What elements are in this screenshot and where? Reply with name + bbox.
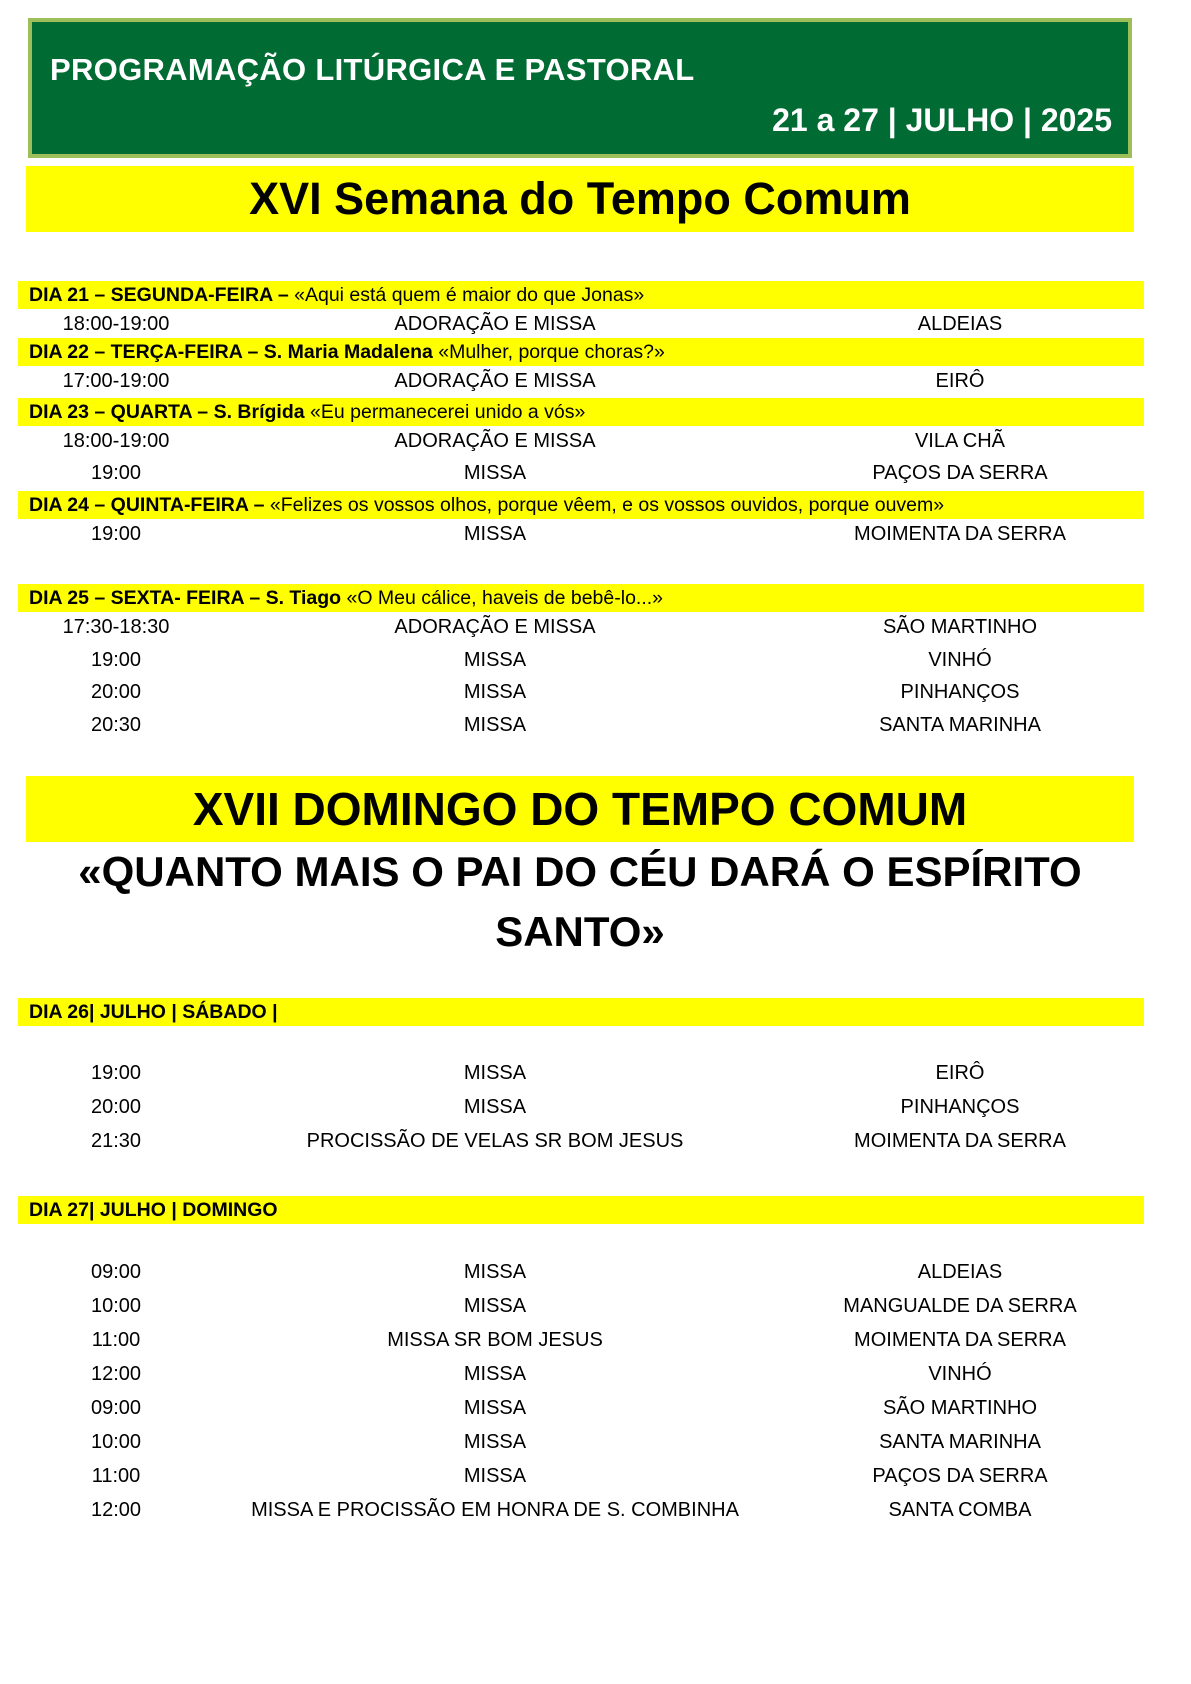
event-row [0, 677, 1191, 707]
event-activity: MISSA [463, 1363, 527, 1385]
event-activity: MISSA [463, 1397, 527, 1419]
event-row [0, 710, 1191, 740]
header-banner [28, 18, 1132, 158]
day-header-bold: DIA 25 – SEXTA- FEIRA – S. Tiago [29, 587, 342, 609]
day-header-26 [18, 998, 1144, 1026]
event-location: SÃO MARTINHO [882, 616, 1038, 638]
event-row [0, 1257, 1191, 1287]
event-time: 20:30 [90, 714, 142, 736]
event-location: EIRÔ [935, 1062, 985, 1084]
event-location: MOIMENTA DA SERRA [854, 1130, 1066, 1152]
event-row [0, 1092, 1191, 1122]
event-activity: PROCISSÃO DE VELAS SR BOM JESUS [306, 1130, 684, 1152]
event-time: 21:30 [90, 1130, 142, 1152]
event-row [0, 1359, 1191, 1389]
event-location: PINHANÇOS [900, 681, 1020, 703]
day-header-23 [18, 398, 1144, 426]
event-activity: MISSA [463, 714, 527, 736]
day-header-bold: DIA 22 – TERÇA-FEIRA – S. Maria Madalena [29, 341, 433, 363]
event-location: MANGUALDE DA SERRA [843, 1295, 1077, 1317]
event-time: 19:00 [90, 523, 142, 545]
event-activity: MISSA E PROCISSÃO EM HONRA DE S. COMBINHA [251, 1499, 739, 1521]
event-activity: MISSA SR BOM JESUS [387, 1329, 603, 1351]
event-activity: ADORAÇÃO E MISSA [394, 313, 596, 335]
event-location: VINHÓ [928, 649, 992, 671]
event-row [0, 1393, 1191, 1423]
event-row [0, 645, 1191, 675]
day-header-bold: DIA 24 – QUINTA-FEIRA – [29, 494, 265, 516]
day-header-quote: «Mulher, porque choras?» [432, 341, 665, 363]
event-activity: MISSA [463, 1261, 527, 1283]
event-location: SANTA COMBA [888, 1499, 1032, 1521]
event-activity: MISSA [463, 523, 527, 545]
event-row [0, 1325, 1191, 1355]
day-header-22 [18, 338, 1144, 366]
event-location: PAÇOS DA SERRA [872, 1465, 1048, 1487]
event-time: 17:00-19:00 [62, 370, 170, 392]
event-time: 19:00 [90, 1062, 142, 1084]
event-location: VILA CHÃ [914, 430, 1006, 452]
event-time: 10:00 [90, 1431, 142, 1453]
event-activity: MISSA [463, 649, 527, 671]
event-location: ALDEIAS [917, 1261, 1003, 1283]
event-activity: MISSA [463, 1295, 527, 1317]
event-time: 09:00 [90, 1261, 142, 1283]
event-time: 10:00 [90, 1295, 142, 1317]
event-time: 20:00 [90, 681, 142, 703]
event-location: PINHANÇOS [900, 1096, 1020, 1118]
day-header-24 [18, 491, 1144, 519]
event-time: 19:00 [90, 649, 142, 671]
event-location: SANTA MARINHA [879, 714, 1041, 736]
day-header-bold: DIA 23 – QUARTA – S. Brígida [29, 401, 305, 423]
event-location: SÃO MARTINHO [882, 1397, 1038, 1419]
header-dates: 21 a 27 | JULHO | 2025 [772, 102, 1112, 138]
day-header-25 [18, 584, 1144, 612]
day-header-bold: DIA 21 – SEGUNDA-FEIRA – [29, 284, 289, 306]
event-activity: ADORAÇÃO E MISSA [394, 616, 596, 638]
event-time: 09:00 [90, 1397, 142, 1419]
event-row [0, 1461, 1191, 1491]
event-time: 18:00-19:00 [62, 313, 170, 335]
event-location: EIRÔ [935, 370, 985, 392]
event-activity: MISSA [463, 1096, 527, 1118]
event-location: ALDEIAS [917, 313, 1003, 335]
event-time: 20:00 [90, 1096, 142, 1118]
day-header-27 [18, 1196, 1144, 1224]
event-row [0, 426, 1191, 456]
event-row [0, 458, 1191, 488]
event-time: 19:00 [90, 462, 142, 484]
event-location: MOIMENTA DA SERRA [854, 523, 1066, 545]
event-row [0, 1126, 1191, 1156]
day-header-quote: «O Meu cálice, haveis de bebê-lo...» [341, 587, 664, 609]
event-row [0, 309, 1191, 339]
event-time: 12:00 [90, 1499, 142, 1521]
event-location: SANTA MARINHA [879, 1431, 1041, 1453]
event-row [0, 366, 1191, 396]
day-header-bold: DIA 27| JULHO | DOMINGO [29, 1199, 278, 1221]
event-time: 11:00 [91, 1329, 141, 1351]
sunday-quote: «QUANTO MAIS O PAI DO CÉU DARÁ O ESPÍRITO SANTO» [78, 848, 1082, 955]
day-header-bold: DIA 26| JULHO | SÁBADO | [29, 1001, 278, 1023]
event-time: 17:30-18:30 [62, 616, 170, 638]
event-activity: MISSA [463, 1465, 527, 1487]
event-activity: MISSA [463, 1062, 527, 1084]
week-title: XVI Semana do Tempo Comum [26, 166, 1134, 232]
event-time: 18:00-19:00 [62, 430, 170, 452]
event-time: 12:00 [90, 1363, 142, 1385]
day-header-quote: «Eu permanecerei unido a vós» [304, 401, 586, 423]
header-title: PROGRAMAÇÃO LITÚRGICA E PASTORAL [50, 52, 695, 87]
event-activity: ADORAÇÃO E MISSA [394, 370, 596, 392]
event-activity: MISSA [463, 1431, 527, 1453]
event-time: 11:00 [91, 1465, 141, 1487]
event-activity: ADORAÇÃO E MISSA [394, 430, 596, 452]
day-header-21 [18, 281, 1144, 309]
event-row [0, 1058, 1191, 1088]
event-row [0, 1291, 1191, 1321]
event-activity: MISSA [463, 681, 527, 703]
day-header-quote: «Felizes os vossos olhos, porque vêem, e os vossos ouvidos, porque ouvem» [264, 494, 945, 516]
event-location: MOIMENTA DA SERRA [854, 1329, 1066, 1351]
sunday-title: XVII DOMINGO DO TEMPO COMUM [26, 776, 1134, 842]
event-row [0, 612, 1191, 642]
day-header-quote: «Aqui está quem é maior do que Jonas» [288, 284, 645, 306]
event-location: VINHÓ [928, 1363, 992, 1385]
event-row [0, 1427, 1191, 1457]
event-activity: MISSA [463, 462, 527, 484]
event-location: PAÇOS DA SERRA [872, 462, 1048, 484]
event-row [0, 1495, 1191, 1525]
event-row [0, 519, 1191, 549]
